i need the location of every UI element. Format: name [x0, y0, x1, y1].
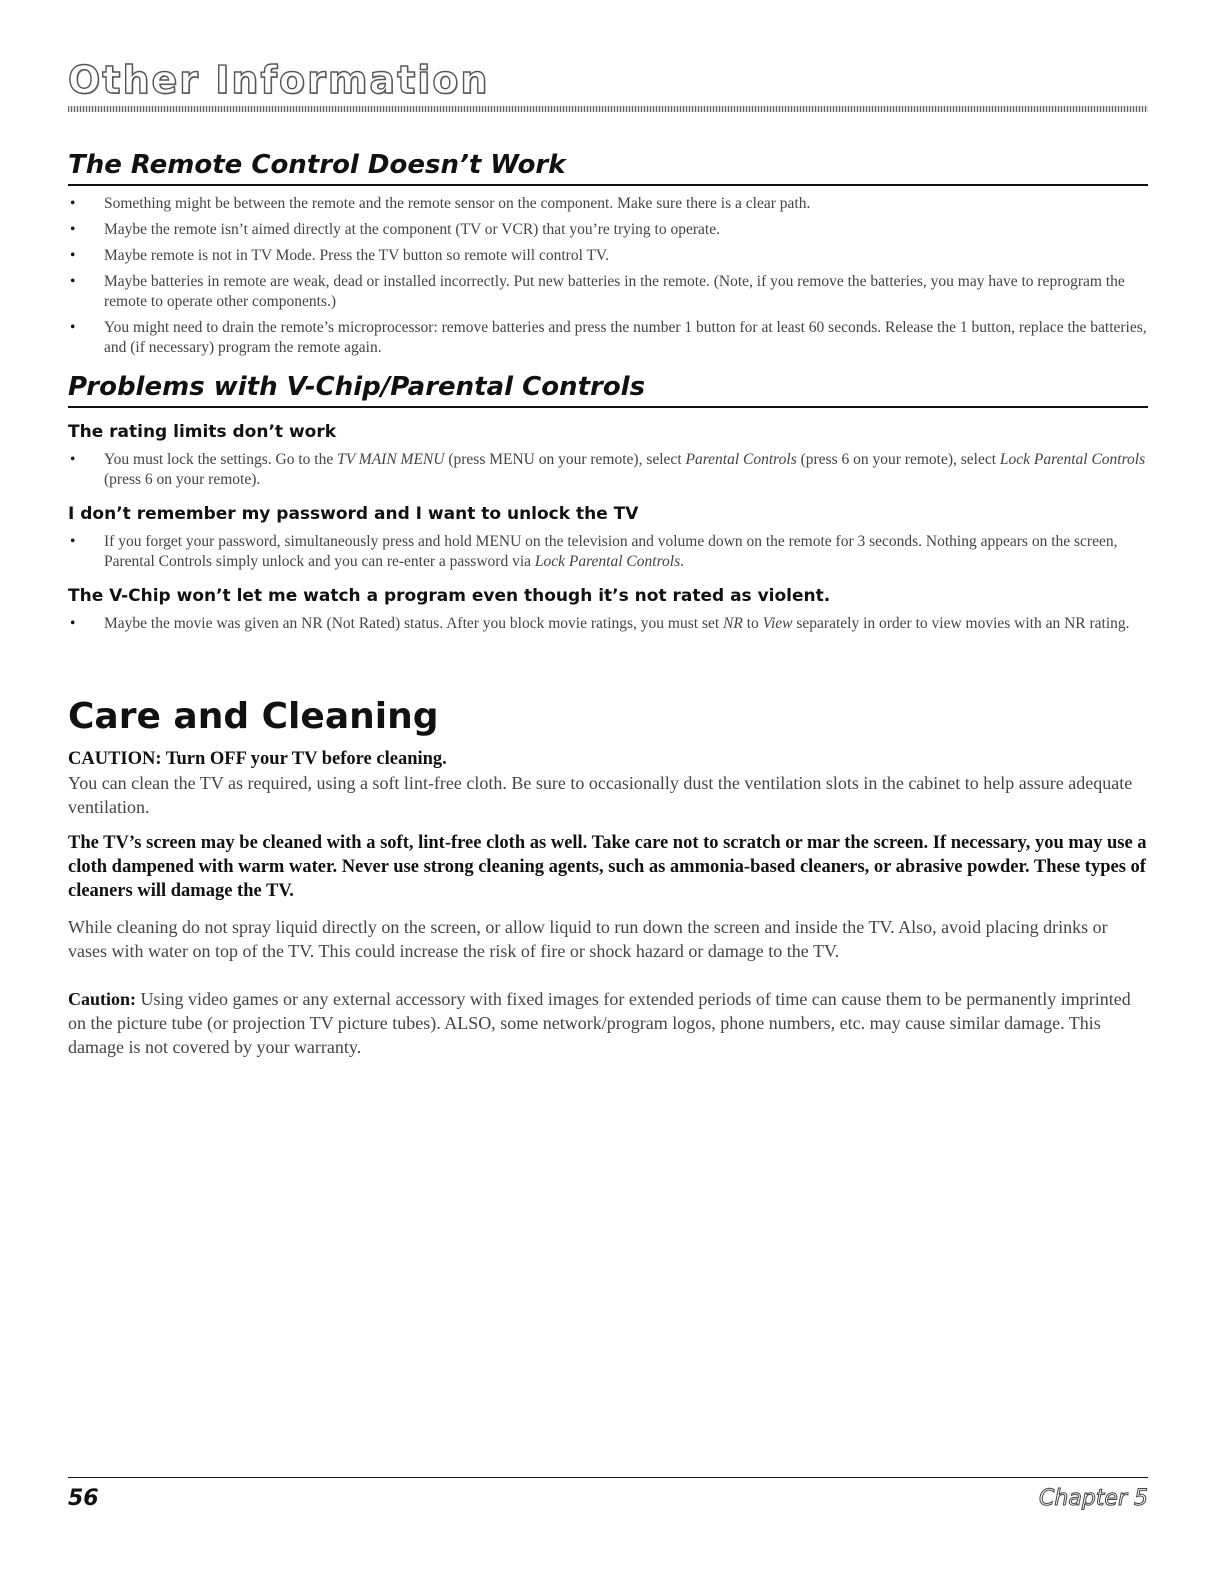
menu-term: Parental Controls — [685, 451, 797, 468]
text-run: (press 6 on your remote). — [104, 471, 261, 488]
remote-section — [68, 150, 1148, 358]
page-number: 56 — [68, 1486, 99, 1511]
vchip-subheading: The rating limits don’t work — [68, 422, 337, 442]
text-run: Maybe the movie was given an NR (Not Rated) status. After you block movie ratings, you must set — [104, 615, 724, 632]
vchip-section-title: Problems with V-Chip/Parental Controls — [68, 372, 1148, 408]
care-caution-paragraph — [68, 987, 1148, 1059]
text-run: You must lock the settings. Go to the — [104, 451, 338, 468]
list-item: • Maybe the remote isn’t aimed directly at the component (TV or VCR) that you’re trying to operate. — [68, 220, 1148, 240]
list-item: • You might need to drain the remote’s microprocessor: remove batteries and press the number 1 button for at least 60 seconds. Release the 1 button, replace the batteries, and (if necessary) program the remote again. — [68, 318, 1148, 358]
text-run: Using video games or any external accessory with fixed images for extended periods of time can cause them to be permanently imprinted on the picture tube (or projection TV picture tubes). ALSO, some network/program logos, phone numbers, etc. may cause similar damage. This damage is not covered by your warranty. — [68, 989, 1131, 1057]
caution-label: Caution: — [68, 989, 137, 1009]
care-paragraph: You can clean the TV as required, using a soft lint-free cloth. Be sure to occasionally dust the ventilation slots in the cabinet to help assure adequate ventilation. — [68, 773, 1133, 817]
care-warning-paragraph: The TV’s screen may be cleaned with a soft, lint-free cloth as well. Take care not to scratch or mar the screen. If necessary, you may use a cloth dampened with warm water. Never use strong cleaning agents, such as ammonia-based cleaners, or abrasive powder. These types of cleaners will damage the TV. — [68, 833, 1147, 901]
page-content — [68, 150, 1148, 1059]
care-caution-heading: CAUTION: Turn OFF your TV before cleaning. — [68, 749, 447, 769]
care-section — [68, 696, 1148, 1059]
vchip-section — [68, 372, 1148, 634]
list-item: • Maybe remote is not in TV Mode. Press the TV button so remote will control TV. — [68, 246, 1148, 266]
vchip-subheading: The V-Chip won’t let me watch a program even though it’s not rated as violent. — [68, 586, 831, 606]
menu-term: NR — [723, 615, 743, 632]
page-header-title: Other Information — [68, 58, 490, 102]
vchip-list — [68, 614, 1148, 634]
list-item: • Something might be between the remote and the remote sensor on the component. Make sure there is a clear path. — [68, 194, 1148, 214]
menu-term: View — [762, 615, 793, 632]
remote-section-title: The Remote Control Doesn’t Work — [68, 150, 1148, 186]
chapter-label: Chapter 5 — [1039, 1486, 1148, 1511]
header-rule — [68, 106, 1148, 112]
text-run: separately in order to view movies with an NR rating. — [792, 615, 1130, 632]
list-item — [68, 614, 1148, 634]
menu-term: TV MAIN MENU — [337, 451, 445, 468]
list-item: • Maybe batteries in remote are weak, dead or installed incorrectly. Put new batteries in the remote. (Note, if you remove the batteries, you may have to reprogram the remote to operate other components.) — [68, 272, 1148, 312]
care-section-title: Care and Cleaning — [68, 696, 439, 737]
page-header — [68, 58, 1148, 112]
vchip-list — [68, 450, 1148, 490]
care-paragraph: While cleaning do not spray liquid directly on the screen, or allow liquid to run down the screen and inside the TV. Also, avoid placing drinks or vases with water on top of the TV. This could increase the risk of fire or shock hazard or damage to the TV. — [68, 917, 1108, 961]
page-footer — [68, 1477, 1148, 1511]
menu-term: Lock Parental Controls — [534, 553, 681, 570]
list-item — [68, 532, 1148, 572]
menu-term: Lock Parental Controls — [999, 451, 1146, 468]
list-item — [68, 450, 1148, 490]
vchip-subheading: I don’t remember my password and I want to unlock the TV — [68, 504, 639, 524]
text-run: to — [742, 615, 763, 632]
vchip-list — [68, 532, 1148, 572]
text-run: (press 6 on your remote), select — [796, 451, 1000, 468]
remote-list — [68, 194, 1148, 358]
text-run: . — [680, 553, 684, 570]
text-run: (press MENU on your remote), select — [444, 451, 686, 468]
text-run: If you forget your password, simultaneously press and hold MENU on the television and volume down on the remote for 3 seconds. Nothing appears on the screen, Parental Controls simply unlock and you can re-enter a password via — [104, 533, 1118, 570]
